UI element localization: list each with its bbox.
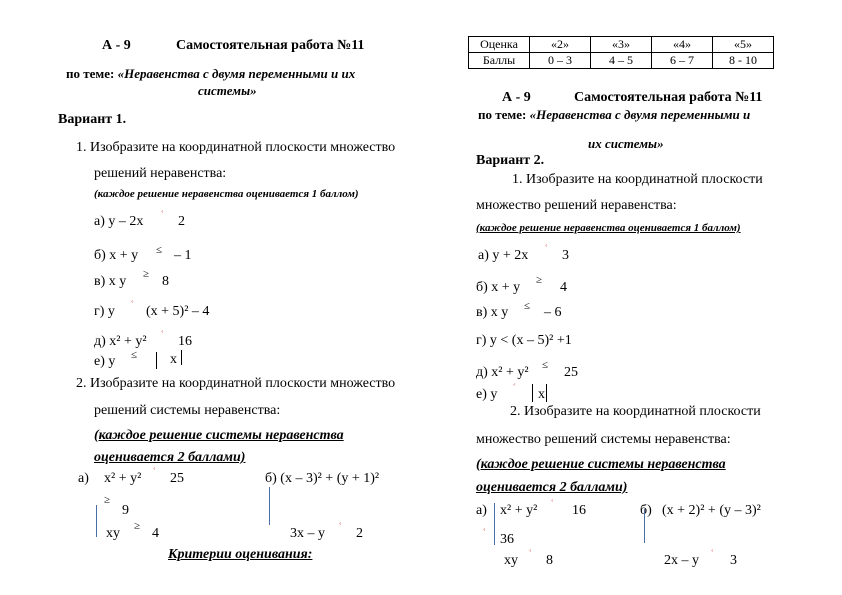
right-sys-a-2: 36 <box>500 532 514 547</box>
right-sys-a-1: x² + y² <box>500 503 538 518</box>
table-cell: 8 - 10 <box>713 53 774 69</box>
left-sys-a-label: а) <box>78 471 89 486</box>
right-item-e: е) y <box>476 387 498 402</box>
left-item-g-rhs: (x + 5)² – 4 <box>146 304 210 319</box>
right-task1-line2: множество решений неравенства: <box>476 198 677 213</box>
right-item-a-rhs: 3 <box>562 248 569 263</box>
abs-bar-left <box>532 384 533 402</box>
right-topic-line2: их системы» <box>588 136 664 151</box>
right-item-g: г) y < (x – 5)² +1 <box>476 333 572 348</box>
ge-sign: ≥ <box>536 274 543 286</box>
system-bracket <box>96 505 97 537</box>
left-sys-b-2-rhs: 2 <box>356 526 363 541</box>
right-task1-line1: 1. Изобразите на координатной плоскости <box>512 172 763 187</box>
right-sys-a-3-rhs: 8 <box>546 553 553 568</box>
ge-sign: ≥ <box>104 494 111 506</box>
table-cell: «4» <box>652 37 713 53</box>
left-sys-a-3: xy <box>106 526 120 541</box>
left-task2-note2: оценивается 2 баллами) <box>94 450 246 465</box>
left-item-d-rhs: 16 <box>178 334 192 349</box>
table-cell: «3» <box>591 37 652 53</box>
left-variant: Вариант 1. <box>58 112 127 127</box>
red-mark-icon: ʿ <box>528 549 532 560</box>
right-topic-text: «Неравенства с двумя переменными и <box>529 107 751 122</box>
table-cell: 4 – 5 <box>591 53 652 69</box>
table-cell: «5» <box>713 37 774 53</box>
right-item-d: д) x² + y² <box>476 365 529 380</box>
left-sys-b-label: б) (x – 3)² + (y + 1)² <box>265 471 380 486</box>
left-item-a: а) y – 2x <box>94 214 144 229</box>
red-mark-icon: ʿ <box>482 528 486 539</box>
le-sign: ≤ <box>131 349 138 361</box>
abs-bar-left <box>156 352 157 369</box>
table-cell: «2» <box>530 37 591 53</box>
left-task2-line2: решений системы неравенства: <box>94 403 281 418</box>
right-title: Самостоятельная работа №11 <box>574 90 763 105</box>
abs-bar-right <box>181 350 182 365</box>
right-item-v: в) x y <box>476 305 509 320</box>
system-bracket <box>644 509 645 543</box>
criteria-heading: Критерии оценивания: <box>168 547 313 562</box>
left-sys-a-2: 9 <box>122 503 129 518</box>
left-item-a-rhs: 2 <box>178 214 185 229</box>
right-task2-line2: множество решений системы неравенства: <box>476 432 731 447</box>
table-cell: Оценка <box>469 37 530 53</box>
right-sys-a-1-rhs: 16 <box>572 503 586 518</box>
right-sys-b-2: 2x – y <box>664 553 699 568</box>
left-item-e: е) y <box>94 354 116 369</box>
le-sign: ≤ <box>524 300 531 312</box>
left-item-v: в) x y <box>94 274 127 289</box>
le-sign: ≤ <box>156 244 163 256</box>
left-sys-a-1: x² + y² <box>104 471 142 486</box>
right-task2-note1: (каждое решение системы неравенства <box>476 457 726 472</box>
red-mark-icon: ʿ <box>512 383 516 394</box>
left-item-b: б) x + y <box>94 248 139 263</box>
right-sys-b-1: (x + 2)² + (y – 3)² <box>662 503 761 518</box>
left-item-v-rhs: 8 <box>162 274 169 289</box>
red-mark-icon: ʿ <box>130 300 134 311</box>
left-grade: А - 9 <box>102 38 131 53</box>
left-task1-note: (каждое решение неравенства оценивается 1 баллом) <box>94 188 359 200</box>
left-item-e-rhs: x <box>170 352 177 367</box>
red-mark-icon: ʿ <box>152 467 156 478</box>
left-title: Самостоятельная работа №11 <box>176 38 365 53</box>
right-task1-note: (каждое решение неравенства оценивается 1 баллом) <box>476 222 741 234</box>
grades-row-label <box>469 37 774 53</box>
ge-sign: ≥ <box>134 520 141 532</box>
right-topic-line1 <box>478 107 750 123</box>
left-item-g: г) y <box>94 304 115 319</box>
right-item-e-rhs: x <box>538 387 545 402</box>
left-sys-a-3-rhs: 4 <box>152 526 159 541</box>
table-cell: Баллы <box>469 53 530 69</box>
right-sys-a-3: xy <box>504 553 518 568</box>
red-mark-icon: ʿ <box>160 330 164 341</box>
right-topic-prefix: по теме: <box>478 107 530 122</box>
right-sys-a-label: а) <box>476 503 487 518</box>
right-item-a: а) y + 2x <box>478 248 529 263</box>
left-sys-a-1-rhs: 25 <box>170 471 184 486</box>
right-item-d-rhs: 25 <box>564 365 578 380</box>
left-topic-text: «Неравенства с двумя переменными и их <box>117 66 356 81</box>
red-mark-icon: ʿ <box>550 499 554 510</box>
left-task1-line2: решений неравенства: <box>94 166 227 181</box>
left-topic-prefix: по теме: <box>66 66 118 81</box>
grades-row-points <box>469 53 774 69</box>
red-mark-icon: ʿ <box>710 549 714 560</box>
grades-table <box>468 36 774 69</box>
left-item-b-rhs: – 1 <box>174 248 192 263</box>
le-sign: ≤ <box>542 359 549 371</box>
right-sys-b-2-rhs: 3 <box>730 553 737 568</box>
right-item-v-rhs: – 6 <box>544 305 562 320</box>
left-task2-line1: 2. Изобразите на координатной плоскости множество <box>76 376 396 391</box>
red-mark-icon: ʿ <box>544 244 548 255</box>
left-sys-b-2: 3x – y <box>290 526 325 541</box>
abs-bar-right <box>546 384 547 402</box>
right-variant: Вариант 2. <box>476 153 545 168</box>
right-task2-line1: 2. Изобразите на координатной плоскости <box>510 404 761 419</box>
red-mark-icon: ʿ <box>160 210 164 221</box>
left-topic-line1 <box>66 66 355 82</box>
left-topic-line2: системы» <box>198 83 257 98</box>
right-sys-b-label: б) <box>640 503 652 518</box>
table-cell: 6 – 7 <box>652 53 713 69</box>
table-cell: 0 – 3 <box>530 53 591 69</box>
left-task2-note1: (каждое решение системы неравенства <box>94 428 344 443</box>
left-task1-line1: 1. Изобразите на координатной плоскости множество <box>76 140 396 155</box>
right-grade: А - 9 <box>502 90 531 105</box>
right-item-b-rhs: 4 <box>560 280 567 295</box>
ge-sign: ≥ <box>143 268 150 280</box>
system-bracket <box>269 487 270 525</box>
right-item-b: б) x + y <box>476 280 521 295</box>
red-mark-icon: ʿ <box>338 522 342 533</box>
left-item-d: д) x² + y² <box>94 334 147 349</box>
system-bracket <box>494 503 495 545</box>
right-task2-note2: оценивается 2 баллами) <box>476 480 628 495</box>
